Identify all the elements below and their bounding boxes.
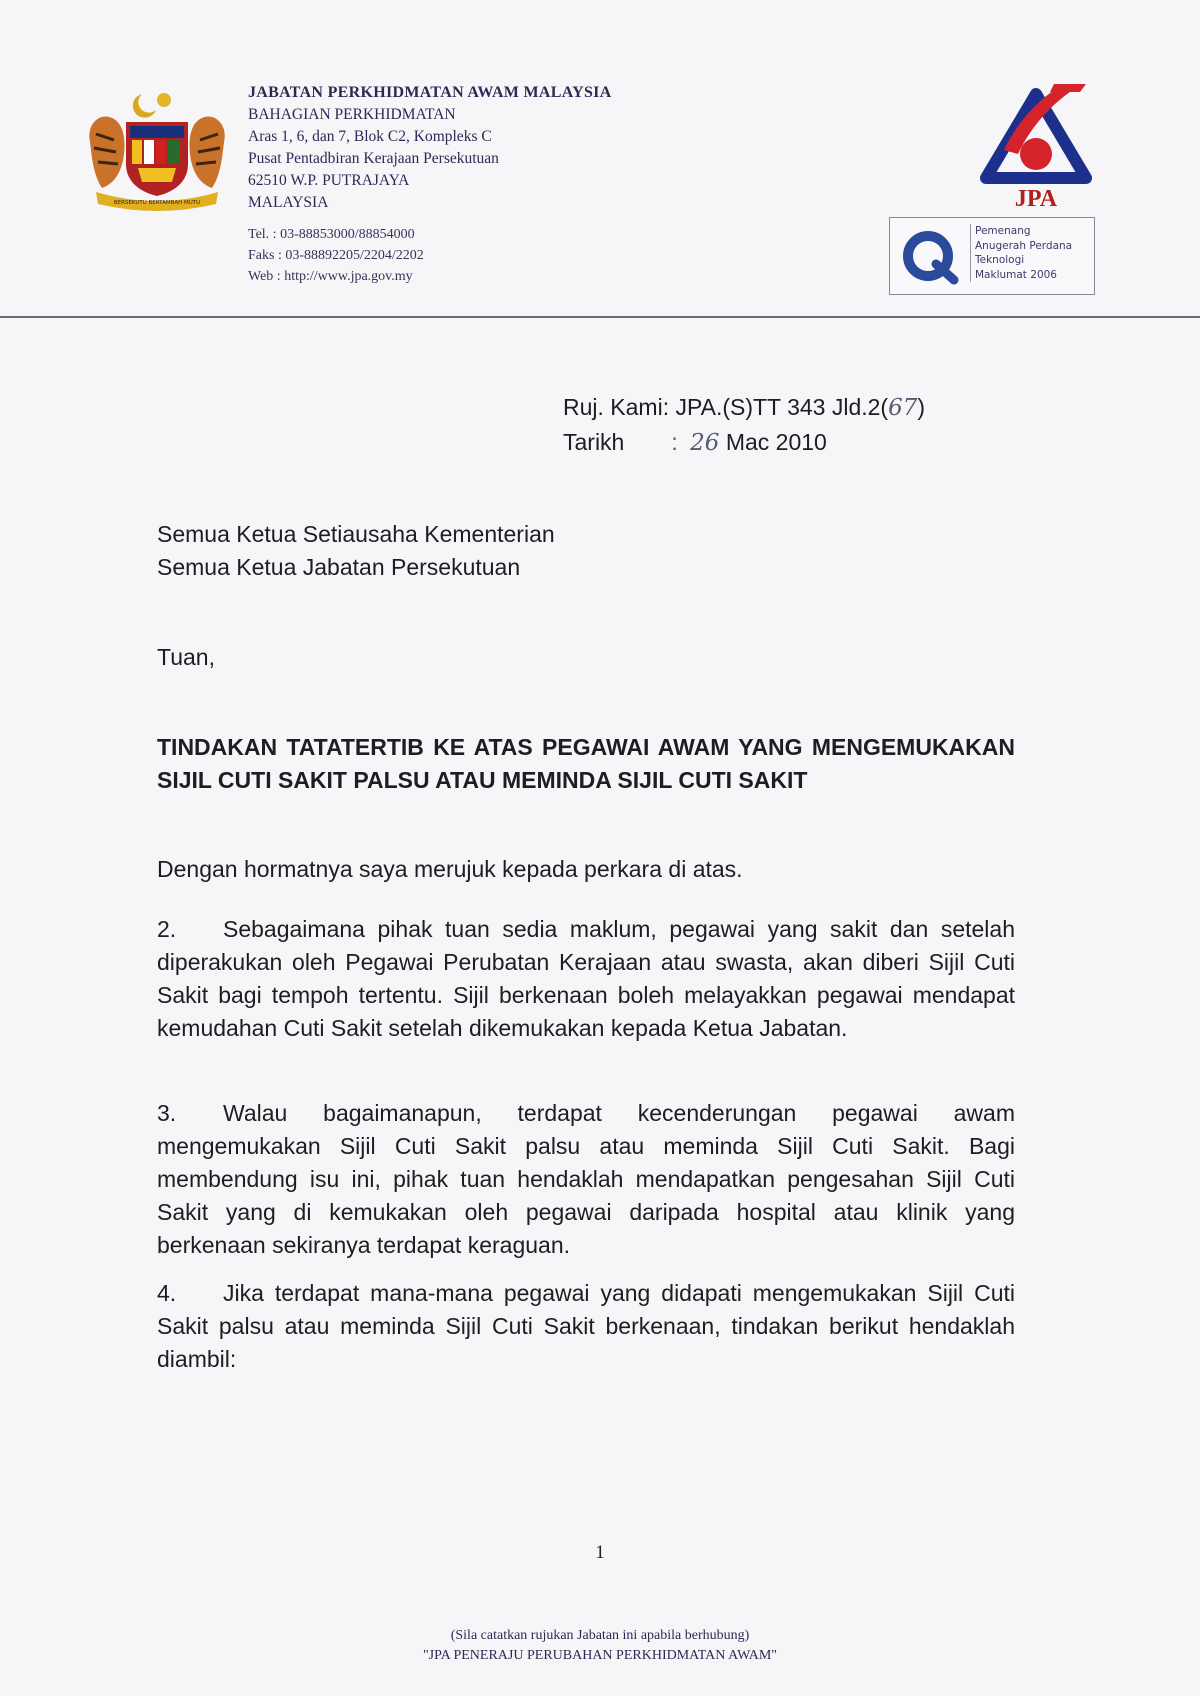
ref-label: Ruj. Kami: (563, 394, 670, 420)
q-award-icon (900, 226, 960, 286)
jpa-logo (978, 80, 1094, 210)
crest-ribbon-text: BERSEKUTU BERTAMBAH MUTU (113, 200, 201, 206)
telephone: Tel. : 03-88853000/88854000 (248, 227, 415, 242)
contact-block (248, 224, 808, 287)
letterhead-block (248, 82, 808, 287)
address-line: 62510 W.P. PUTRAJAYA (248, 172, 410, 189)
award-letter: Q (900, 226, 901, 227)
award-line: Pemenang (975, 225, 1031, 237)
paragraph-number: 2. (157, 916, 177, 942)
paragraph-number: 3. (157, 1100, 177, 1126)
award-text (970, 224, 1090, 282)
recipient-line: Semua Ketua Jabatan Persekutuan (157, 554, 521, 580)
footer-motto: "JPA PENERAJU PERUBAHAN PERKHIDMATAN AWAM" (422, 1648, 778, 1663)
subject-heading: TINDAKAN TATATERTIB KE ATAS PEGAWAI AWAM YANG MENGEMUKAKAN SIJIL CUTI SAKIT PALSU ATAU MEMINDA SIJIL CUTI SAKIT (157, 734, 1015, 793)
intro-paragraph: Dengan hormatnya saya merujuk kepada perkara di atas. (157, 856, 743, 882)
paragraph-4 (157, 1277, 1015, 1376)
recipients (157, 518, 1015, 584)
jpa-logo-text: JPA (1014, 186, 1058, 210)
paragraph-text: Walau bagaimanapun, terdapat kecenderungan pegawai awam mengemukakan Sijil Cuti Sakit palsu atau meminda Sijil Cuti Sakit. Bagi membendung isu ini, pihak tuan hendaklah mendapatkan pengesahan Sijil Cuti Sakit yang di kemukakan oleh pegawai daripada hospital atau klinik yang berkenaan sekiranya terdapat keraguan. (157, 1100, 1015, 1258)
paragraph-2 (157, 913, 1015, 1045)
ref-value: JPA.(S)TT 343 Jld.2( (675, 394, 889, 420)
date-label: Tarikh (563, 429, 625, 455)
letter-date (563, 425, 925, 460)
address-line: Pusat Pentadbiran Kerajaan Persekutuan (248, 150, 499, 167)
address-line: MALAYSIA (248, 194, 329, 211)
reference-block (563, 390, 925, 460)
org-name: JABATAN PERKHIDMATAN AWAM MALAYSIA (248, 84, 612, 101)
award-line: Teknologi (975, 254, 1025, 266)
fax: Faks : 03-88892205/2204/2202 (248, 248, 424, 263)
paragraph-number: 4. (157, 1280, 177, 1306)
malaysia-coat-of-arms-logo (82, 84, 232, 214)
ref-close: ) (917, 394, 926, 420)
handwritten-ref: 67 (888, 395, 918, 421)
reference-number (563, 390, 925, 425)
handwritten-day: 26 (690, 430, 720, 456)
page-number: 1 (595, 1542, 605, 1563)
date-value: Mac 2010 (725, 429, 827, 455)
salutation: Tuan, (157, 644, 215, 670)
award-badge (889, 217, 1095, 295)
division-name: BAHAGIAN PERKHIDMATAN (248, 106, 456, 123)
footer (0, 1626, 1200, 1666)
date-separator: : (671, 429, 678, 455)
award-line: Anugerah Perdana (975, 239, 1073, 252)
recipient-line: Semua Ketua Setiausaha Kementerian (157, 521, 555, 547)
address-line: Aras 1, 6, dan 7, Blok C2, Kompleks C (248, 128, 492, 145)
award-line: Maklumat 2006 (975, 268, 1057, 281)
paragraph-text: Sebagaimana pihak tuan sedia maklum, pegawai yang sakit dan setelah diperakukan oleh Pegawai Perubatan Kerajaan atau swasta, akan diberi Sijil Cuti Sakit bagi tempoh tertentu. Sijil berkenaan boleh melayakkan pegawai mendapat kemudahan Cuti Sakit setelah dikemukakan kepada Ketua Jabatan. (157, 916, 1015, 1041)
footer-note: (Sila catatkan rujukan Jabatan ini apabila berhubung) (450, 1628, 750, 1643)
letterhead-divider (0, 316, 1200, 318)
paragraph-3 (157, 1097, 1015, 1262)
paragraph-text: Jika terdapat mana-mana pegawai yang didapati mengemukakan Sijil Cuti Sakit palsu atau meminda Sijil Cuti Sakit berkenaan, tindakan berikut hendaklah diambil: (157, 1280, 1015, 1372)
website: Web : http://www.jpa.gov.my (248, 269, 413, 284)
